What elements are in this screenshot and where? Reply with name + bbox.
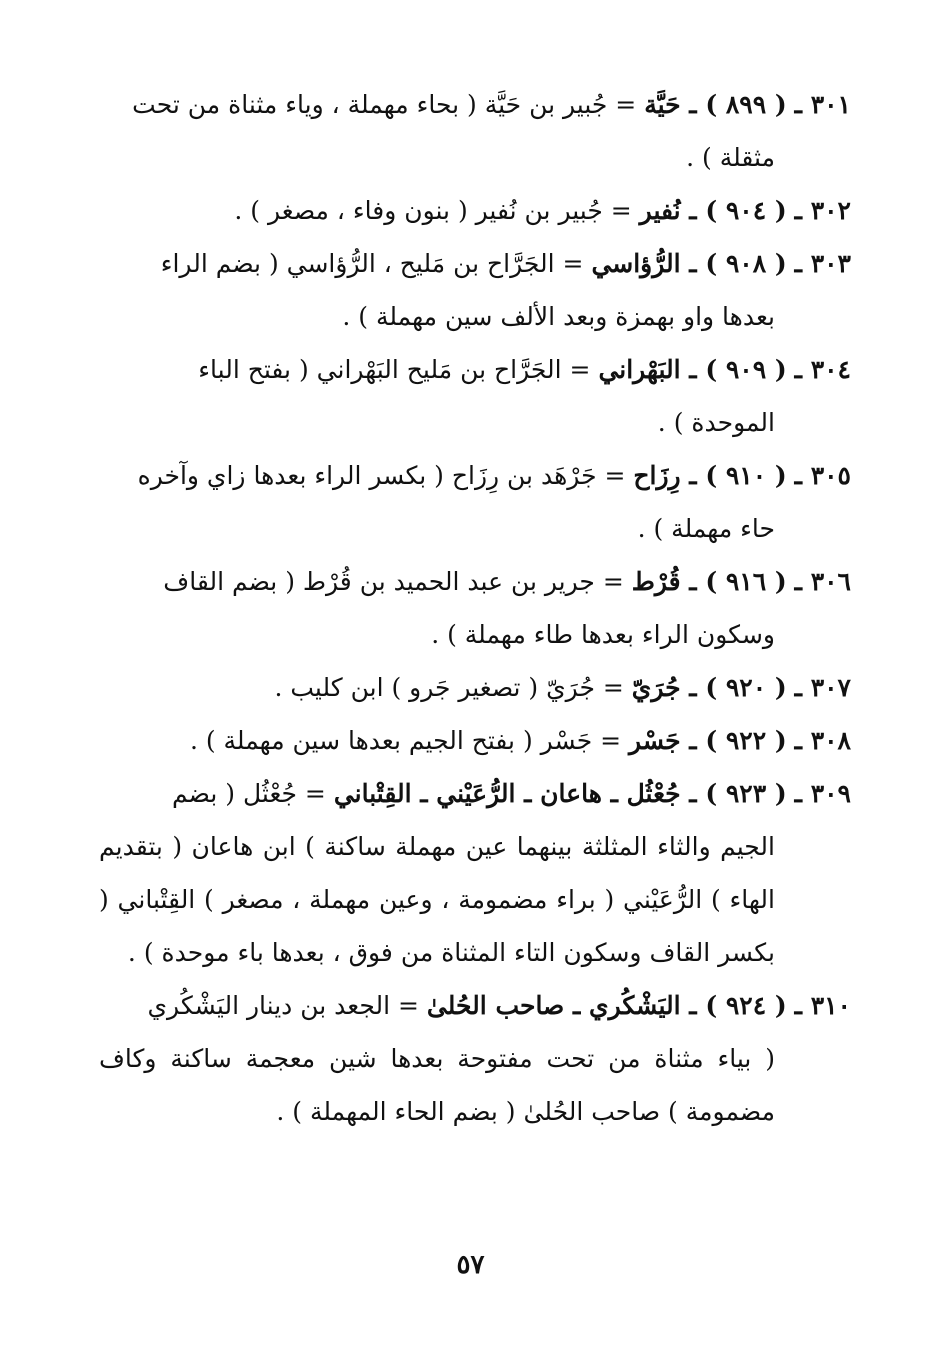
entry-number: ٣٠٦ ـ [794, 567, 851, 596]
entry-number: ٣٠٨ ـ [794, 726, 851, 755]
entry-heading: ( ٩٠٩ ) ـ البَهْراني [598, 355, 787, 384]
entry-heading: ( ٩٢٣ ) ـ جُعْثُل ـ هاعان ـ الرُّعَيْني ـ القِتْباني [333, 779, 787, 808]
entry-continuation: بعدها واو بهمزة وبعد الألف سين مهملة ) . [342, 302, 775, 331]
entry-text: = جرير بن عبد الحميد بن قُرْط ( بضم القاف [163, 567, 624, 596]
entry-number: ٣٠٧ ـ [794, 673, 851, 702]
entry-text: = جَرْهَد بن رِزَاح ( بكسر الراء بعدها زاي وآخره [137, 461, 626, 490]
entry-number: ٣٠٤ ـ [794, 355, 851, 384]
entry-continuation: الموحدة ) . [657, 408, 775, 437]
entry-305 [99, 449, 851, 555]
entry-307 [99, 661, 851, 714]
entry-text: = الجعد بن دينار اليَشْكُري [147, 991, 419, 1020]
entry-heading: ( ٩٢٢ ) ـ جَسْر [629, 726, 787, 755]
entry-heading: ( ٩٢٤ ) ـ اليَشْكُري ـ صاحب الحُلىٰ [426, 991, 787, 1020]
entry-308 [99, 714, 851, 767]
entry-continuation: الجيم والثاء المثلثة بينهما عين مهملة ساكنة ) ابن هاعان ( بتقديم الهاء ) الرُّعَيْني ( براء مضمومة ، وعين مهملة ، مصغر ) القِتْباني ( بكسر القاف وسكون التاء المثناة من فوق ، بعدها باء موحدة ) . [99, 832, 775, 967]
entry-number: ٣١٠ ـ [794, 991, 851, 1020]
entry-301 [99, 78, 851, 184]
entry-heading: ( ٩٠٤ ) ـ نُفير [639, 196, 787, 225]
entry-303 [99, 237, 851, 343]
entry-heading: ( ٨٩٩ ) ـ حَيَّة [644, 90, 787, 119]
entry-text: = جُبير بن حَيَّة ( بحاء مهملة ، وياء مثناة من تحت [132, 90, 637, 119]
entry-continuation: ( بياء مثناة من تحت مفتوحة بعدها شين معجمة ساكنة وكاف مضمومة ) صاحب الحُلىٰ ( بضم الحاء المهملة ) . [99, 1044, 775, 1126]
entry-number: ٣٠١ ـ [794, 90, 851, 119]
page-number: ٥٧ [456, 1250, 485, 1280]
entry-302 [99, 184, 851, 237]
entry-309 [99, 767, 851, 979]
entry-text: = الجَرَّاح بن مَليح ، الرُّؤاسي ( بضم الراء [160, 249, 584, 278]
entry-text: = جُبير بن نُفير ( بنون وفاء ، مصغر ) . [234, 196, 632, 225]
entry-continuation: مثقلة ) . [686, 143, 775, 172]
entry-number: ٣٠٣ ـ [794, 249, 851, 278]
entry-number: ٣٠٥ ـ [794, 461, 851, 490]
book-page [99, 78, 851, 1138]
entry-continuation: حاء مهملة ) . [637, 514, 775, 543]
entry-text: = الجَرَّاح بن مَليح البَهْراني ( بفتح الباء [198, 355, 591, 384]
entry-text: = جُرَيّ ( تصغير جَرو ) ابن كليب . [274, 673, 624, 702]
entry-heading: ( ٩١٦ ) ـ قُرْط [631, 567, 787, 596]
entry-number: ٣٠٢ ـ [794, 196, 851, 225]
entry-text: = جَسْر ( بفتح الجيم بعدها سين مهملة ) . [189, 726, 622, 755]
entry-heading: ( ٩١٠ ) ـ رِزَاح [633, 461, 787, 490]
entry-306 [99, 555, 851, 661]
entry-continuation: وسكون الراء بعدها طاء مهملة ) . [431, 620, 775, 649]
entry-heading: ( ٩٢٠ ) ـ جُرَيّ [631, 673, 787, 702]
entry-heading: ( ٩٠٨ ) ـ الرُّؤاسي [591, 249, 787, 278]
entry-text: = جُعْثُل ( بضم [172, 779, 326, 808]
entry-number: ٣٠٩ ـ [794, 779, 851, 808]
entry-304 [99, 343, 851, 449]
entry-310 [99, 979, 851, 1138]
